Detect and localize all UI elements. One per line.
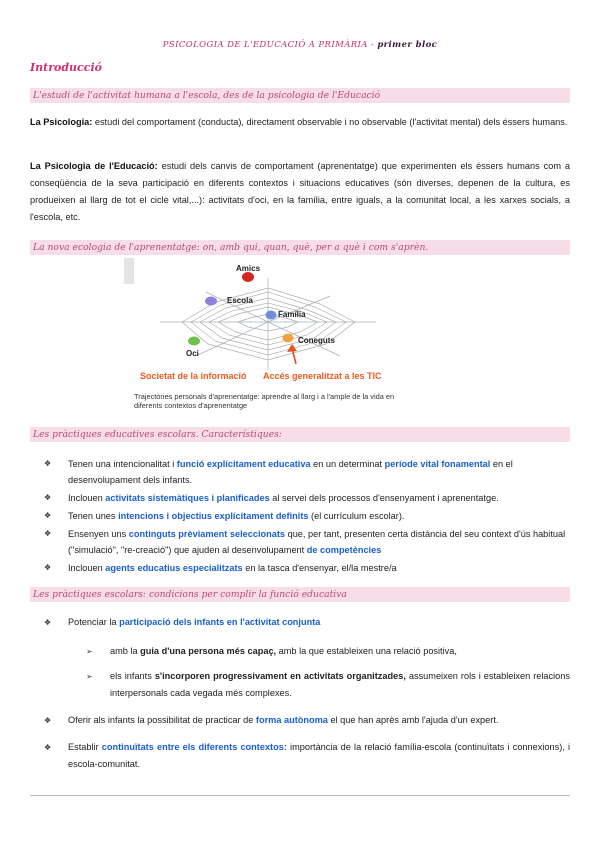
label-familia: Família	[278, 310, 306, 319]
section3-band: Les pràctiques educatives escolars. Característiques:	[30, 427, 570, 442]
header-title: PSICOLOGIA DE L'EDUCACIÓ A PRIMÀRIA -	[162, 40, 375, 50]
diagram-caption: Trajectòries personals d'aprenentatge: aprendre al llarg i a l'ample de la vida en diferents contextos d'aprenentatge	[134, 392, 395, 410]
intro-title: Introducció	[30, 61, 102, 74]
diagram-marker	[124, 258, 134, 284]
arrow-head-icon	[287, 344, 297, 352]
diamond-bullet-icon: ❖	[44, 716, 52, 725]
list-item: ❖ Tenen unes intencions i objectius explícitament definits (el currículum escolar).	[30, 508, 570, 524]
arrow-bullet-icon: ➢	[86, 672, 93, 681]
node-escola	[205, 297, 217, 306]
diamond-bullet-icon: ❖	[44, 493, 52, 502]
list-item: ❖ Ensenyen uns continguts prèviament seleccionats que, per tant, presenten certa distància del seu context d'ús habitual ("simulació", "re-creació") que ajuden al desenvolupament de competències	[30, 526, 570, 558]
list-item: ❖ Inclouen activitats sistemàtiques i planificades al servei dels processos d'ensenyament i aprenentatge.	[30, 490, 570, 506]
sub-list-item: ➢ els infants s'incorporen progressivament en activitats organitzades, assumeixen rols i estableixen relacions interpersonals cada vegada més complexes.	[30, 668, 570, 702]
section2-band: La nova ecologia de l'aprenentatge: on, amb qui, quan, què, per a què i com s'aprèn.	[30, 240, 570, 255]
label-acces-tic: Accés generalitzat a les TIC	[263, 371, 382, 381]
conditions-list	[30, 614, 570, 773]
term-psicologia-educacio: La Psicologia de l'Educació:	[30, 161, 158, 171]
node-amics	[242, 272, 254, 282]
list-item: ❖ Potenciar la participació dels infants en l'activitat conjunta	[30, 614, 570, 631]
paragraph-psicologia-educacio	[30, 158, 570, 226]
diamond-bullet-icon: ❖	[44, 459, 52, 468]
label-oci: Oci	[186, 349, 199, 358]
characteristics-list	[30, 456, 570, 576]
arrow-bullet-icon: ➢	[86, 647, 93, 656]
text-psicologia: estudi del comportament (conducta), directament observable i no observable (l'activitat mental) dels éssers humans.	[92, 117, 568, 127]
label-escola: Escola	[227, 296, 253, 305]
header-bloc: primer bloc	[377, 40, 438, 50]
list-item: ❖ Tenen una intencionalitat i funció explícitament educativa en un determinat període vital fonamental en el desenvolupament dels infants.	[30, 456, 570, 488]
section1-band: L'estudi de l'activitat humana a l'escola, des de la psicologia de l'Educació	[30, 88, 570, 103]
node-familia	[266, 311, 277, 320]
paragraph-psicologia	[30, 114, 570, 131]
list-item: ❖ Oferir als infants la possibilitat de practicar de forma autònoma el que han après amb l'ajuda d'un expert.	[30, 712, 570, 729]
diamond-bullet-icon: ❖	[44, 563, 52, 572]
list-item: ❖ Establir continuïtats entre els diferents contextos: importància de la relació família-escola (continuïtats i connexions), i escola-comunitat.	[30, 739, 570, 773]
diamond-bullet-icon: ❖	[44, 511, 52, 520]
term-psicologia: La Psicologia:	[30, 117, 93, 127]
section4-band: Les pràctiques escolars: condicions per complir la funció educativa	[30, 587, 570, 602]
sub-list-item: ➢ amb la guia d'una persona més capaç, amb la que estableixen una relació positiva,	[30, 643, 570, 660]
text-psicologia-educacio: estudi dels canvis de comportament (aprenentatge) que experimenten els éssers humans com a conseqüència de la seva participació en diferents contextos i situacions educatives (són diverses, depenen de la cultura, es produeixen al llarg de tot el cicle vital,...): activitats d'oci, en la família, entre iguals, a la comunitat local, a les xarxes socials, a l'escola, etc.	[30, 161, 570, 222]
diamond-bullet-icon: ❖	[44, 529, 52, 538]
diamond-bullet-icon: ❖	[44, 618, 52, 627]
label-amics: Amics	[236, 264, 261, 273]
label-coneguts: Coneguts	[298, 336, 335, 345]
page-header	[0, 40, 600, 50]
footer-divider	[30, 795, 570, 796]
list-item: ❖ Inclouen agents educatius especialitzats en la tasca d'ensenyar, el/la mestre/a	[30, 560, 570, 576]
diamond-bullet-icon: ❖	[44, 743, 52, 752]
node-coneguts	[283, 334, 294, 343]
node-oci	[188, 337, 200, 346]
label-societat-informacio: Societat de la informació	[140, 371, 247, 381]
